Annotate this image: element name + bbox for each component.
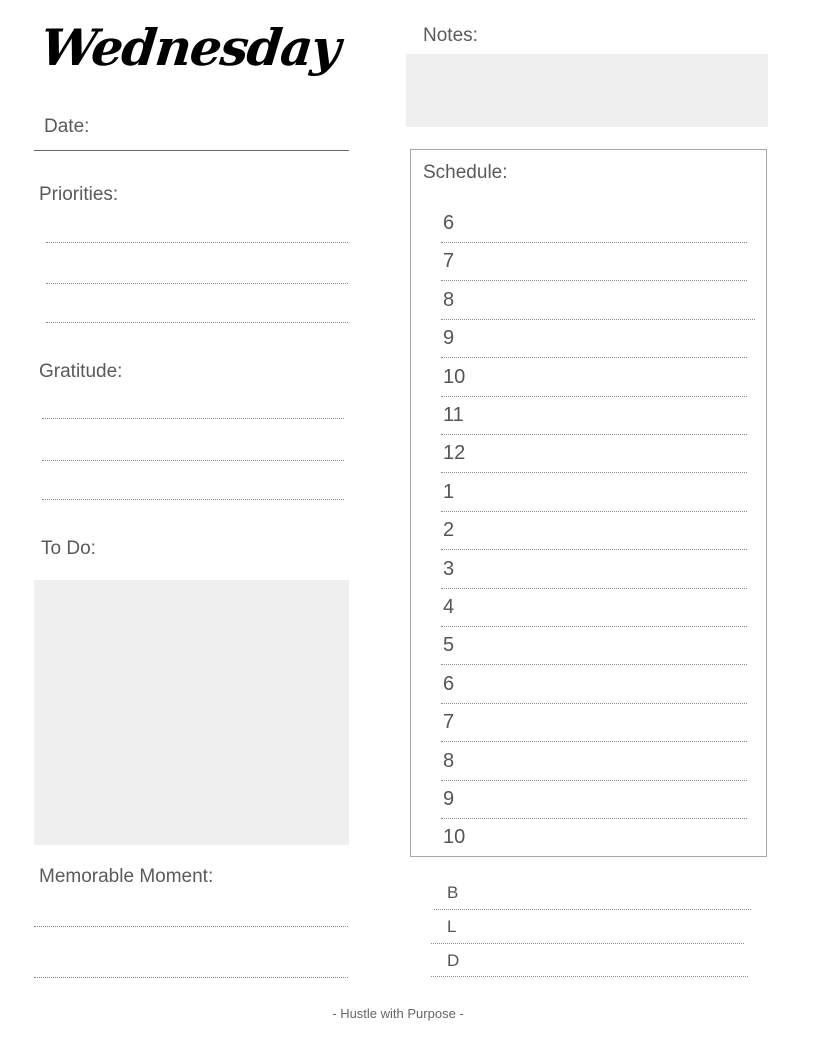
schedule-hour: 10	[443, 826, 466, 849]
date-label: Date:	[44, 116, 90, 137]
memorable-line-2[interactable]	[34, 977, 348, 978]
page-title: Wednesday	[38, 18, 343, 77]
schedule-hour: 6	[443, 672, 455, 695]
schedule-hour: 5	[443, 634, 455, 657]
meal-line[interactable]	[434, 909, 751, 910]
schedule-hour: 1	[443, 480, 455, 503]
schedule-hour: 10	[443, 365, 466, 388]
schedule-hour: 12	[443, 442, 466, 465]
meal-line[interactable]	[431, 943, 744, 944]
schedule-hour: 7	[443, 711, 455, 734]
schedule-box	[410, 149, 767, 857]
schedule-slot-line[interactable]	[441, 549, 747, 550]
footer-tagline: - Hustle with Purpose -	[332, 1006, 464, 1021]
schedule-hour: 11	[443, 404, 464, 426]
schedule-hour: 8	[443, 288, 455, 311]
schedule-slot-line[interactable]	[441, 357, 747, 358]
schedule-slot-line[interactable]	[441, 511, 747, 512]
schedule-hour: 7	[443, 250, 455, 273]
memorable-moment-label: Memorable Moment:	[39, 866, 214, 887]
meal-label: B	[447, 883, 459, 902]
schedule-hour: 6	[443, 212, 455, 234]
gratitude-line-2[interactable]	[42, 460, 344, 461]
meal-line[interactable]	[431, 976, 748, 977]
priority-line-2[interactable]	[46, 283, 348, 284]
schedule-hour: 3	[443, 557, 455, 580]
gratitude-line-3[interactable]	[42, 499, 344, 500]
schedule-slot-line[interactable]	[441, 280, 747, 281]
priority-line-1[interactable]	[46, 242, 348, 243]
priority-line-3[interactable]	[46, 322, 348, 323]
schedule-slot-line[interactable]	[441, 741, 747, 742]
date-line[interactable]	[34, 150, 349, 151]
schedule-slot-line[interactable]	[441, 434, 747, 435]
schedule-slot-line[interactable]	[441, 472, 747, 473]
gratitude-line-1[interactable]	[42, 418, 344, 419]
meal-label: D	[447, 951, 460, 970]
schedule-label: Schedule:	[423, 162, 508, 183]
schedule-slot-line[interactable]	[441, 319, 755, 320]
schedule-hour: 9	[443, 327, 455, 350]
schedule-slot-line[interactable]	[441, 664, 747, 665]
notes-box[interactable]	[406, 54, 768, 127]
schedule-hour: 4	[443, 596, 455, 618]
notes-label: Notes:	[423, 25, 478, 46]
memorable-line-1[interactable]	[34, 926, 348, 927]
schedule-slot-line[interactable]	[441, 780, 747, 781]
schedule-slot-line[interactable]	[441, 626, 747, 627]
schedule-slot-line[interactable]	[441, 588, 747, 589]
schedule-slot-line[interactable]	[441, 703, 747, 704]
gratitude-label: Gratitude:	[39, 361, 123, 382]
todo-box[interactable]	[34, 580, 349, 845]
priorities-label: Priorities:	[39, 184, 119, 205]
schedule-hour: 2	[443, 519, 455, 542]
meal-label: L	[447, 917, 457, 936]
schedule-slot-line[interactable]	[441, 396, 747, 397]
schedule-slot-line[interactable]	[441, 818, 747, 819]
schedule-hour: 8	[443, 749, 455, 772]
schedule-hour: 9	[443, 788, 455, 810]
todo-label: To Do:	[41, 538, 96, 559]
schedule-slot-line[interactable]	[441, 242, 747, 243]
